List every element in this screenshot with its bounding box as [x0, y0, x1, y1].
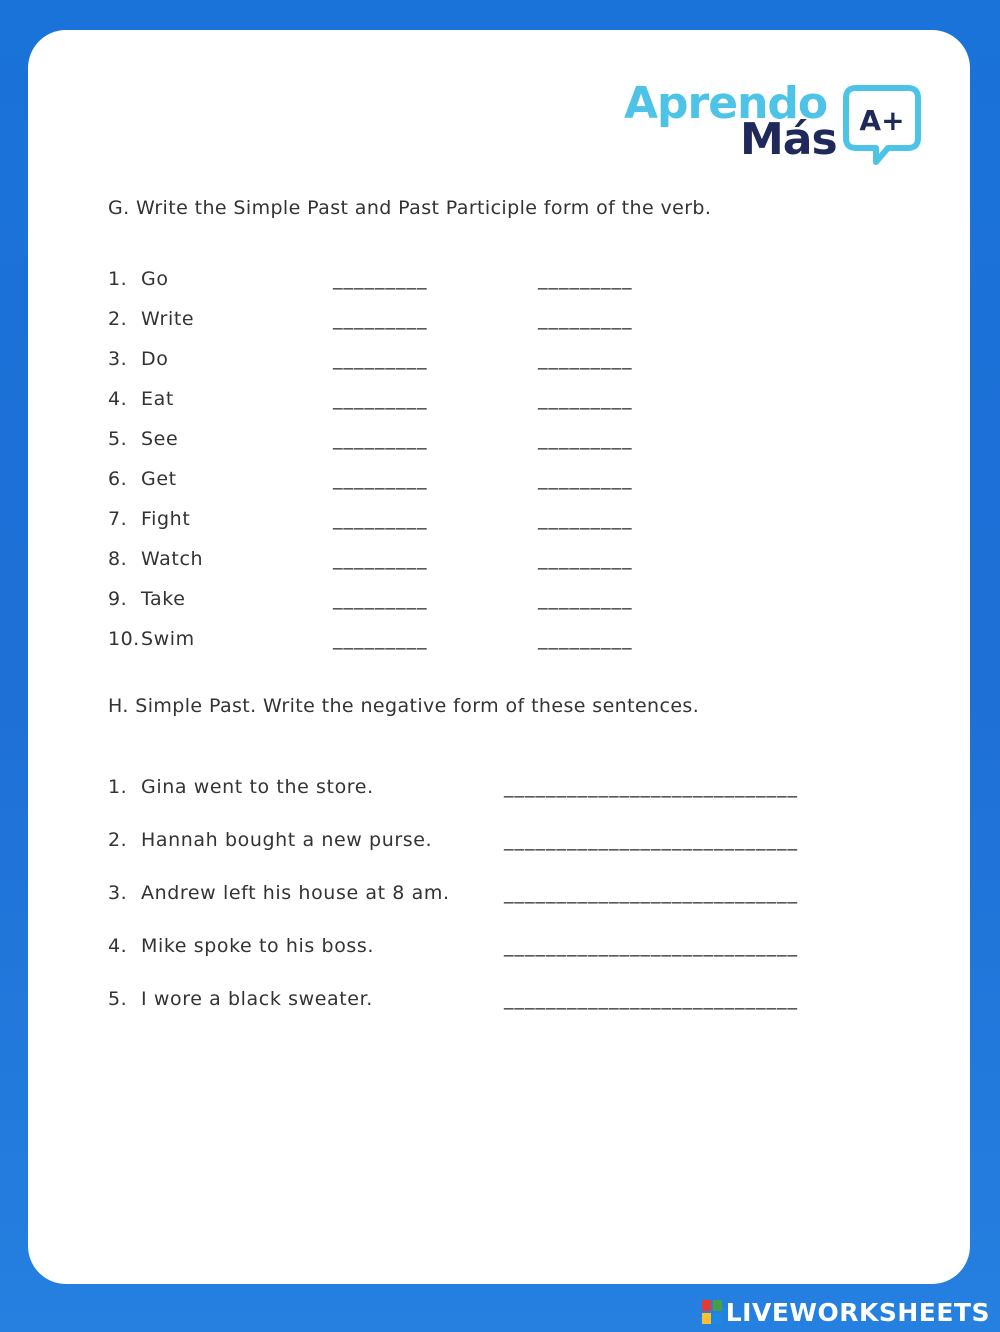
speech-bubble-icon	[842, 82, 922, 166]
liveworksheets-logo-icon	[702, 1300, 722, 1324]
verb-word: Fight	[141, 508, 191, 530]
logo-badge-text: A+	[859, 104, 905, 137]
verb-number: 3.	[108, 348, 128, 370]
simple-past-blank[interactable]: _________	[333, 428, 428, 450]
verb-number: 4.	[108, 388, 128, 410]
simple-past-blank[interactable]: _________	[333, 628, 428, 650]
past-participle-blank[interactable]: _________	[538, 548, 633, 570]
sentence-number: 4.	[108, 935, 128, 957]
sentence-number: 3.	[108, 882, 128, 904]
past-participle-blank[interactable]: _________	[538, 508, 633, 530]
past-participle-blank[interactable]: _________	[538, 308, 633, 330]
sentence-number: 5.	[108, 988, 128, 1010]
past-participle-blank[interactable]: _________	[538, 388, 633, 410]
verb-number: 2.	[108, 308, 128, 330]
past-participle-blank[interactable]: _________	[538, 268, 633, 290]
sentence-text: Gina went to the store.	[141, 776, 374, 798]
sentence-number: 1.	[108, 776, 128, 798]
verb-number: 1.	[108, 268, 128, 290]
negative-answer-blank[interactable]: ____________________________	[504, 935, 798, 957]
sentence-text: Andrew left his house at 8 am.	[141, 882, 450, 904]
sentence-number: 2.	[108, 829, 128, 851]
verb-number: 7.	[108, 508, 128, 530]
past-participle-blank[interactable]: _________	[538, 628, 633, 650]
verb-word: Take	[141, 588, 186, 610]
logo-text-mas: Más	[740, 114, 837, 165]
sentence-text: Mike spoke to his boss.	[141, 935, 375, 957]
verb-word: Go	[141, 268, 169, 290]
negative-answer-blank[interactable]: ____________________________	[504, 988, 798, 1010]
simple-past-blank[interactable]: _________	[333, 308, 428, 330]
verb-number: 8.	[108, 548, 128, 570]
section-h-heading: H. Simple Past. Write the negative form of these sentences.	[108, 695, 700, 717]
simple-past-blank[interactable]: _________	[333, 468, 428, 490]
negative-answer-blank[interactable]: ____________________________	[504, 776, 798, 798]
verb-word: Eat	[141, 388, 174, 410]
verb-word: Watch	[141, 548, 204, 570]
liveworksheets-text: LIVEWORKSHEETS	[725, 1297, 990, 1327]
verb-word: See	[141, 428, 179, 450]
section-g-heading: G. Write the Simple Past and Past Participle form of the verb.	[108, 197, 712, 219]
past-participle-blank[interactable]: _________	[538, 468, 633, 490]
negative-answer-blank[interactable]: ____________________________	[504, 829, 798, 851]
verb-number: 6.	[108, 468, 128, 490]
negative-answer-blank[interactable]: ____________________________	[504, 882, 798, 904]
simple-past-blank[interactable]: _________	[333, 268, 428, 290]
simple-past-blank[interactable]: _________	[333, 348, 428, 370]
simple-past-blank[interactable]: _________	[333, 588, 428, 610]
simple-past-blank[interactable]: _________	[333, 508, 428, 530]
sentence-text: I wore a black sweater.	[141, 988, 373, 1010]
logo-text-aprendo: Aprendo	[624, 78, 828, 129]
verb-number: 10.	[108, 628, 140, 650]
liveworksheets-brand	[702, 1296, 990, 1328]
past-participle-blank[interactable]: _________	[538, 588, 633, 610]
verb-number: 9.	[108, 588, 128, 610]
verb-number: 5.	[108, 428, 128, 450]
aprendo-mas-logo	[624, 78, 924, 168]
worksheet-page	[28, 30, 970, 1284]
verb-word: Get	[141, 468, 177, 490]
verb-word: Write	[141, 308, 195, 330]
sentence-text: Hannah bought a new purse.	[141, 829, 433, 851]
verb-word: Do	[141, 348, 169, 370]
simple-past-blank[interactable]: _________	[333, 548, 428, 570]
past-participle-blank[interactable]: _________	[538, 428, 633, 450]
past-participle-blank[interactable]: _________	[538, 348, 633, 370]
verb-word: Swim	[141, 628, 195, 650]
simple-past-blank[interactable]: _________	[333, 388, 428, 410]
